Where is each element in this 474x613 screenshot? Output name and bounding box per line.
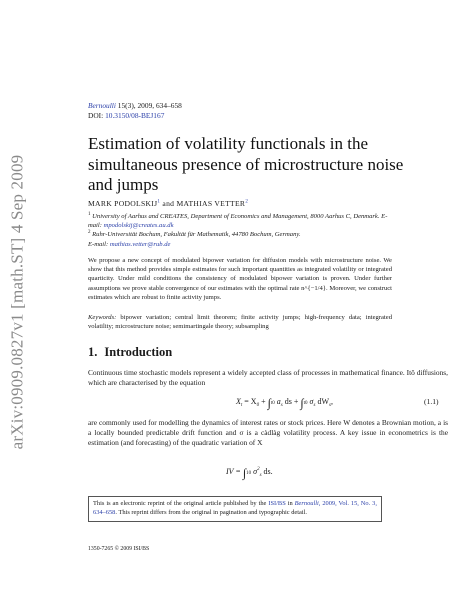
integral-sign: ∫ (267, 396, 271, 410)
arxiv-stamp (4, 118, 30, 486)
affiliation-item: $^2$ Ruhr-Universität Bochum, Fakultät für Mathematik, 44780 Bochum, Germany. E-mail: mathias.vetter@rub.de (88, 230, 301, 248)
affiliations (88, 212, 388, 249)
journal-link[interactable]: Bernoulli, (294, 500, 321, 507)
volume-link[interactable]: 2009, Vol. 15, No. 3, 634–658 (93, 500, 377, 516)
email-link[interactable]: mathias.vetter@rub.de (109, 240, 171, 248)
affiliation-text: Ruhr-Universität Bochum, Fakultät für Mathematik, 44780 Bochum, Germany. (92, 231, 301, 239)
affiliation-marker[interactable]: 2 (245, 199, 249, 205)
journal-volume: 15(3), 2009, 634–658 (117, 101, 182, 110)
affiliation-marker[interactable]: 1 (157, 199, 161, 205)
paper-title: Estimation of volatility functionals in the simultaneous presence of microstructure noise and jumps (88, 134, 404, 194)
section-number: 1. (88, 345, 98, 359)
email-link[interactable]: mpodolskij@creates.au.dk (103, 222, 174, 230)
doi-label: DOI: (88, 111, 104, 120)
author-conjunction: and (162, 199, 175, 208)
doi-link[interactable]: 10.3150/08-BEJ167 (105, 111, 165, 120)
keywords (88, 313, 392, 331)
section-title: Introduction (104, 345, 173, 359)
integral-sign: ∫ (242, 466, 247, 480)
equation-ito-diffusion: $X_t = X_0 + \int t0$ $a_s$ ds + ∫t0 $\sigma_s$ $dW_s$, (236, 396, 333, 410)
affiliation-text: University of Aarhus and CREATES, Department of Economics and Management, 8000 Aarhus C, Denmark. (92, 213, 380, 220)
journal-reference (88, 101, 182, 121)
integral-sign: ∫ (300, 396, 304, 410)
body-paragraph: are commonly used for modelling the dynamics of interest rates or stock prices. Here W denotes a Brownian motion, a is a locally bounded predictable drift function and σ is a càdlàg volatility process. A key issue in econometrics is the estimation (and forecasting) of the quadratic variation of X (88, 418, 448, 448)
keywords-text: bipower variation; central limit theorem; finite activity jumps; high-frequency data; integrated volatility; microstructure noise; semimartingale theory; subsampling (88, 314, 392, 331)
author-name: MATHIAS VETTER (176, 199, 246, 208)
journal-link[interactable]: Bernoulli (88, 101, 116, 110)
publisher-link[interactable]: ISI/BS (268, 500, 286, 507)
equation-integrated-volatility: IV = ∫10 $\sigma^2_s$ ds. (226, 466, 273, 480)
email-label: E-mail: (88, 240, 109, 248)
abstract: We propose a new concept of modulated bipower variation for diffusion models with microstructure noise. We show that this method provides simple estimates for such important quantities as integrated volatility or integrated quarticity. Under mild conditions the consistency of modulated bipower variation is proven. Under further assumptions we prove stable convergence of our estimates with the optimal rate n^{−1/4}. Moreover, we construct estimates which are robust to finite activity jumps. (88, 257, 392, 301)
equation-number: (1.1) (424, 397, 439, 406)
author-line (88, 199, 248, 208)
section-heading (88, 345, 172, 360)
email-label: E-mail: (88, 213, 388, 230)
copyright-line: 1350-7265 © 2009 ISI/BS (88, 546, 150, 552)
reprint-notice: This is an electronic reprint of the original article published by the ISI/BS in Bernoulli, 2009, Vol. 15, No. 3, 634–658. This reprint differs from the original in pagination and typographic detail. (88, 496, 382, 522)
author-name: MARK PODOLSKIJ (88, 199, 158, 208)
arxiv-identifier: arXiv:0909.0827v1 [math.ST] 4 Sep 2009 (7, 154, 26, 450)
affiliation-item: $^1$ University of Aarhus and CREATES, Department of Economics and Management, 8000 Aarhus C, Denmark. E-mail: mpodolskij@creates.au.dk (88, 211, 388, 230)
body-paragraph: Continuous time stochastic models represent a widely accepted class of processes in mathematical finance. Itô diffusions, which are characterised by the equation (88, 368, 448, 388)
keywords-label: Keywords: (88, 314, 117, 321)
